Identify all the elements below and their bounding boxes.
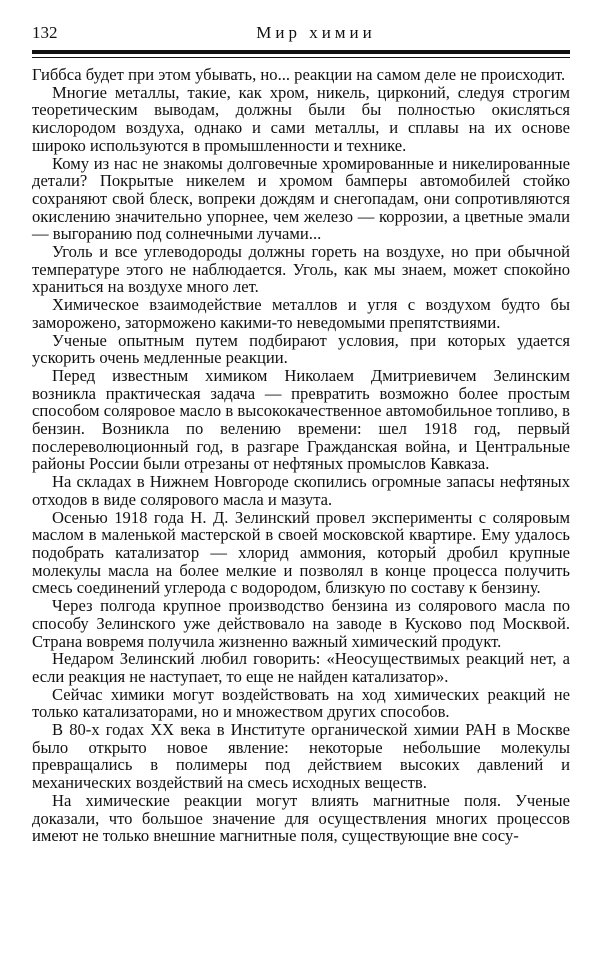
paragraph: Многие металлы, такие, как хром, никель, цирконий, следуя строгим теоретическим выводам, должны были бы полностью окисляться кислородом воздуха, однако и сами металлы, и сплавы на их основе широко используются в промышленности и технике. — [32, 82, 570, 155]
paragraph: В 80-х годах XX века в Институте органической химии РАН в Москве было открыто новое явление: некоторые небольшие молекулы превращались в полимеры под действием высоких давлений и механических воздействий на смесь исходных веществ. — [32, 720, 570, 793]
paragraph: На химические реакции могут влиять магнитные поля. Ученые доказали, что большое значение для осуществления многих процессов имеют не только внешние магнитные поля, существующие вне сосу- — [32, 790, 570, 846]
header-rule-thick — [32, 50, 570, 54]
paragraph: Перед известным химиком Николаем Дмитриевичем Зелинским возникла практическая задача — превратить возможно более простым способом соляровое масло в высококачественное автомобильное топливо, в бензин. Возникла по велению времени: шел 1918 год, первый послереволюционный год, в разгаре Гражданская война, и Центральные районы России были отрезаны от нефтяных промыслов Кавказа. — [32, 365, 570, 474]
body-text — [32, 66, 570, 845]
paragraph: Через полгода крупное производство бензина из солярового масла по способу Зелинского уже действовало на заводе в Кусково под Москвой. Страна вовремя получила жизненно важный химический продукт. — [32, 596, 570, 651]
running-title: Мир химии — [256, 23, 376, 42]
paragraph: Кому из нас не знакомы долговечные хромированные и никелированные детали? Покрытые никелем и хромом бамперы автомобилей стойко сохраняют свой блеск, вопреки дождям и снегопадам, они сопротивляются окислению значительно упорнее, чем железо — коррозии, а цветные эмали — выгоранию под солнечными лучами... — [32, 153, 570, 244]
paragraph: Уголь и все углеводороды должны гореть на воздухе, но при обычной температуре этого не наблюдается. Уголь, как мы знаем, может спокойно храниться на воздухе много лет. — [32, 242, 570, 297]
paragraph: Сейчас химики могут воздействовать на ход химических реакций не только катализаторами, но и множеством других способов. — [32, 684, 570, 722]
header-rule-thin — [32, 57, 570, 58]
paragraph: Осенью 1918 года Н. Д. Зелинский провел эксперименты с соляровым маслом в маленькой мастерской в своей московской квартире. Ему удалось подобрать катализатор — хлорид аммония, который дробил крупные молекулы масла на более мелкие и позволял в конце процесса получить смесь соединений углерода с водородом, близкую по составу к бензину. — [32, 507, 570, 598]
paragraph: Химическое взаимодействие металлов и угля с воздухом будто бы заморожено, заторможено какими-то неведомыми препятствиями. — [32, 295, 570, 332]
paragraph: Ученые опытным путем подбирают условия, при которых удается ускорить очень медленные реакции. — [32, 330, 570, 368]
paragraph: Гиббса будет при этом убывать, но... реакции на самом деле не происходит. — [32, 65, 566, 84]
page-header — [32, 22, 570, 46]
page-number: 132 — [32, 23, 58, 42]
paragraph: Недаром Зелинский любил говорить: «Неосуществимых реакций нет, а если реакция не наступает, то еще не найден катализатор». — [32, 649, 570, 686]
paragraph: На складах в Нижнем Новгороде скопились огромные запасы нефтяных отходов в виде солярового масла и мазута. — [32, 472, 570, 509]
